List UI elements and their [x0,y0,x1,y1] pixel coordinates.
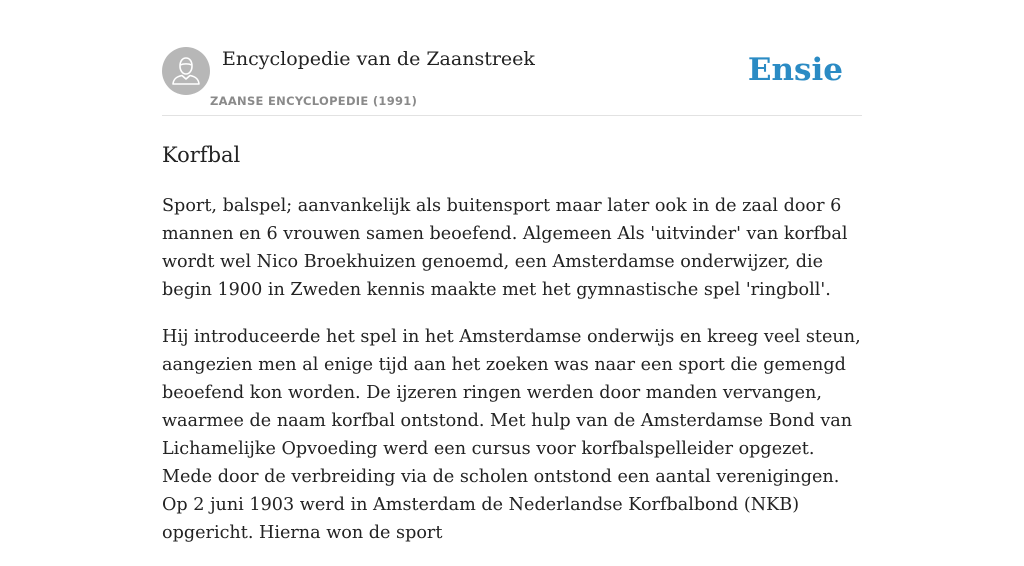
source-header [162,47,862,116]
ensie-logo-link[interactable]: Ensie [747,52,843,88]
article-paragraph: Hij introduceerde het spel in het Amsterdamse onderwijs en kreeg veel steun, aangezien men al enige tijd aan het zoeken was naar een sport die gemengd beoefend kon worden. De ijzeren ringen werden door manden vervangen, waarmee de naam korfbal ontstond. Met hulp van de Amsterdamse Bond van Lichamelijke Opvoeding werd een cursus voor korfbalspelleider opgezet. Mede door de verbreiding via de scholen ontstond een aantal verenigingen. Op 2 juni 1903 werd in Amsterdam de Nederlandse Korfbalbond (NKB) opgericht. Hierna won de sport [162,327,861,543]
user-silhouette-icon [162,47,210,95]
source-subtitle: ZAANSE ENCYCLOPEDIE (1991) [210,94,418,108]
source-avatar[interactable] [162,47,210,95]
article-body [162,192,862,566]
article-paragraph: Sport, balspel; aanvankelijk als buitensport maar later ook in de zaal door 6 mannen en 6 vrouwen samen beoefend. Algemeen Als 'uitvinder' van korfbal wordt wel Nico Broekhuizen genoemd, een Amsterdamse onderwijzer, die begin 1900 in Zweden kennis maakte met het gymnastische spel 'ringboll'. [162,196,848,300]
article-title: Korfbal [162,143,241,167]
source-name-link[interactable]: Encyclopedie van de Zaanstreek [222,48,535,70]
